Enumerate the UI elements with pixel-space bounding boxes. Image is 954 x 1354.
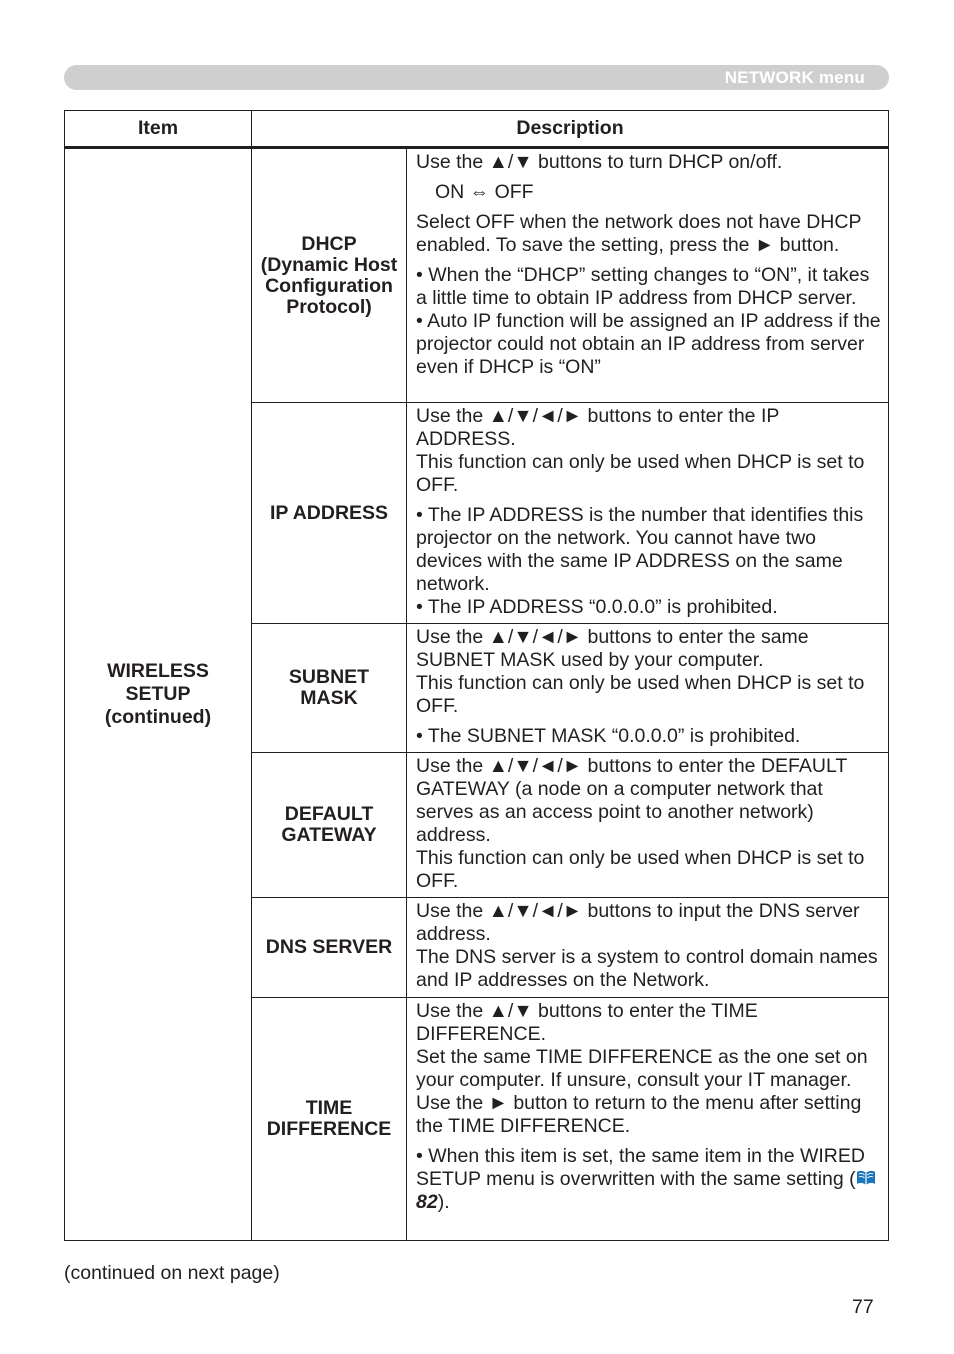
item-name-line: DIFFERENCE bbox=[266, 1118, 392, 1140]
item-dns-server bbox=[252, 898, 407, 998]
table-header-row bbox=[65, 111, 889, 148]
page-reference-link[interactable]: 82 bbox=[416, 1191, 438, 1213]
group-label-line: WIRELESS bbox=[107, 660, 209, 682]
description-time-difference bbox=[407, 998, 889, 1241]
item-dhcp bbox=[252, 148, 407, 403]
description-text: Use the ▲/▼/◄/► buttons to input the DNS server address. bbox=[416, 900, 860, 945]
description-text: This function can only be used when DHCP is set to OFF. bbox=[416, 451, 865, 496]
group-label-line: (continued) bbox=[104, 706, 212, 728]
item-name-line: DEFAULT bbox=[284, 803, 374, 825]
section-header-bar bbox=[64, 65, 889, 90]
page-number: 77 bbox=[852, 1296, 874, 1318]
group-cell-wireless-setup bbox=[65, 148, 252, 1241]
section-title: NETWORK menu bbox=[724, 68, 865, 87]
item-name-line: (Dynamic Host bbox=[260, 253, 398, 276]
description-text: • The SUBNET MASK “0.0.0.0” is prohibited. bbox=[416, 725, 801, 747]
table-row bbox=[65, 148, 889, 403]
description-default-gateway bbox=[407, 753, 889, 898]
continued-note: (continued on next page) bbox=[64, 1262, 280, 1284]
description-text: ON ⇔ OFF bbox=[435, 181, 534, 203]
item-name-line: IP ADDRESS bbox=[269, 501, 389, 524]
description-text bbox=[416, 1145, 882, 1214]
description-text: Use the ► button to return to the menu after setting the TIME DIFFERENCE. bbox=[416, 1092, 862, 1137]
description-text: Use the ▲/▼/◄/► buttons to enter the DEFAULT GATEWAY (a node on a computer network that serves as an access point to another network) address. bbox=[416, 755, 847, 846]
description-ip-address bbox=[407, 403, 889, 624]
item-name-line: TIME bbox=[305, 1097, 353, 1119]
description-dns-server bbox=[407, 898, 889, 998]
book-reference-icon[interactable] bbox=[856, 1170, 876, 1186]
description-text: This function can only be used when DHCP is set to OFF. bbox=[416, 672, 865, 717]
item-name-line: SUBNET bbox=[288, 666, 370, 688]
description-dhcp bbox=[407, 148, 889, 403]
column-header-description: Description bbox=[252, 111, 889, 148]
item-name-line: Protocol) bbox=[286, 295, 372, 318]
description-text-part: • When this item is set, the same item in the WIRED SETUP menu is overwritten with the same setting ( bbox=[416, 1145, 865, 1190]
column-header-item: Item bbox=[65, 111, 252, 148]
item-name-line: DNS SERVER bbox=[265, 936, 393, 958]
description-text: Use the ▲/▼ buttons to turn DHCP on/off. bbox=[416, 151, 783, 173]
description-text: The DNS server is a system to control domain names and IP addresses on the Network. bbox=[416, 946, 878, 991]
description-subnet-mask bbox=[407, 624, 889, 753]
item-ip-address bbox=[252, 403, 407, 624]
description-text-part: ). bbox=[437, 1191, 450, 1213]
description-text: This function can only be used when DHCP is set to OFF. bbox=[416, 847, 865, 892]
description-text: Use the ▲/▼ buttons to enter the TIME DIFFERENCE. bbox=[416, 1000, 758, 1045]
description-text: • Auto IP function will be assigned an IP address if the projector could not obtain an IP address from server even if DHCP is “ON” bbox=[416, 310, 881, 378]
group-label-line: SETUP bbox=[125, 683, 191, 705]
description-text: Set the same TIME DIFFERENCE as the one set on your computer. If unsure, consult your IT manager. bbox=[416, 1046, 868, 1091]
item-time-difference bbox=[252, 998, 407, 1241]
description-text: Select OFF when the network does not have DHCP enabled. To save the setting, press the ► button. bbox=[416, 211, 862, 256]
item-default-gateway bbox=[252, 753, 407, 898]
item-name-line: DHCP bbox=[301, 232, 357, 255]
description-text: • When the “DHCP” setting changes to “ON”, it takes a little time to obtain IP address from DHCP server. bbox=[416, 264, 870, 309]
description-text: Use the ▲/▼/◄/► buttons to enter the same SUBNET MASK used by your computer. bbox=[416, 626, 809, 671]
description-text: Use the ▲/▼/◄/► buttons to enter the IP ADDRESS. bbox=[416, 405, 780, 450]
item-name-line: MASK bbox=[300, 687, 358, 709]
description-text: • The IP ADDRESS is the number that identifies this projector on the network. You cannot have two devices with the same IP ADDRESS on the same network. bbox=[416, 504, 864, 595]
item-name-line: Configuration bbox=[265, 274, 393, 297]
description-text: • The IP ADDRESS “0.0.0.0” is prohibited. bbox=[416, 596, 778, 618]
item-subnet-mask bbox=[252, 624, 407, 753]
settings-table bbox=[64, 110, 889, 1241]
item-name-line: GATEWAY bbox=[281, 824, 377, 846]
